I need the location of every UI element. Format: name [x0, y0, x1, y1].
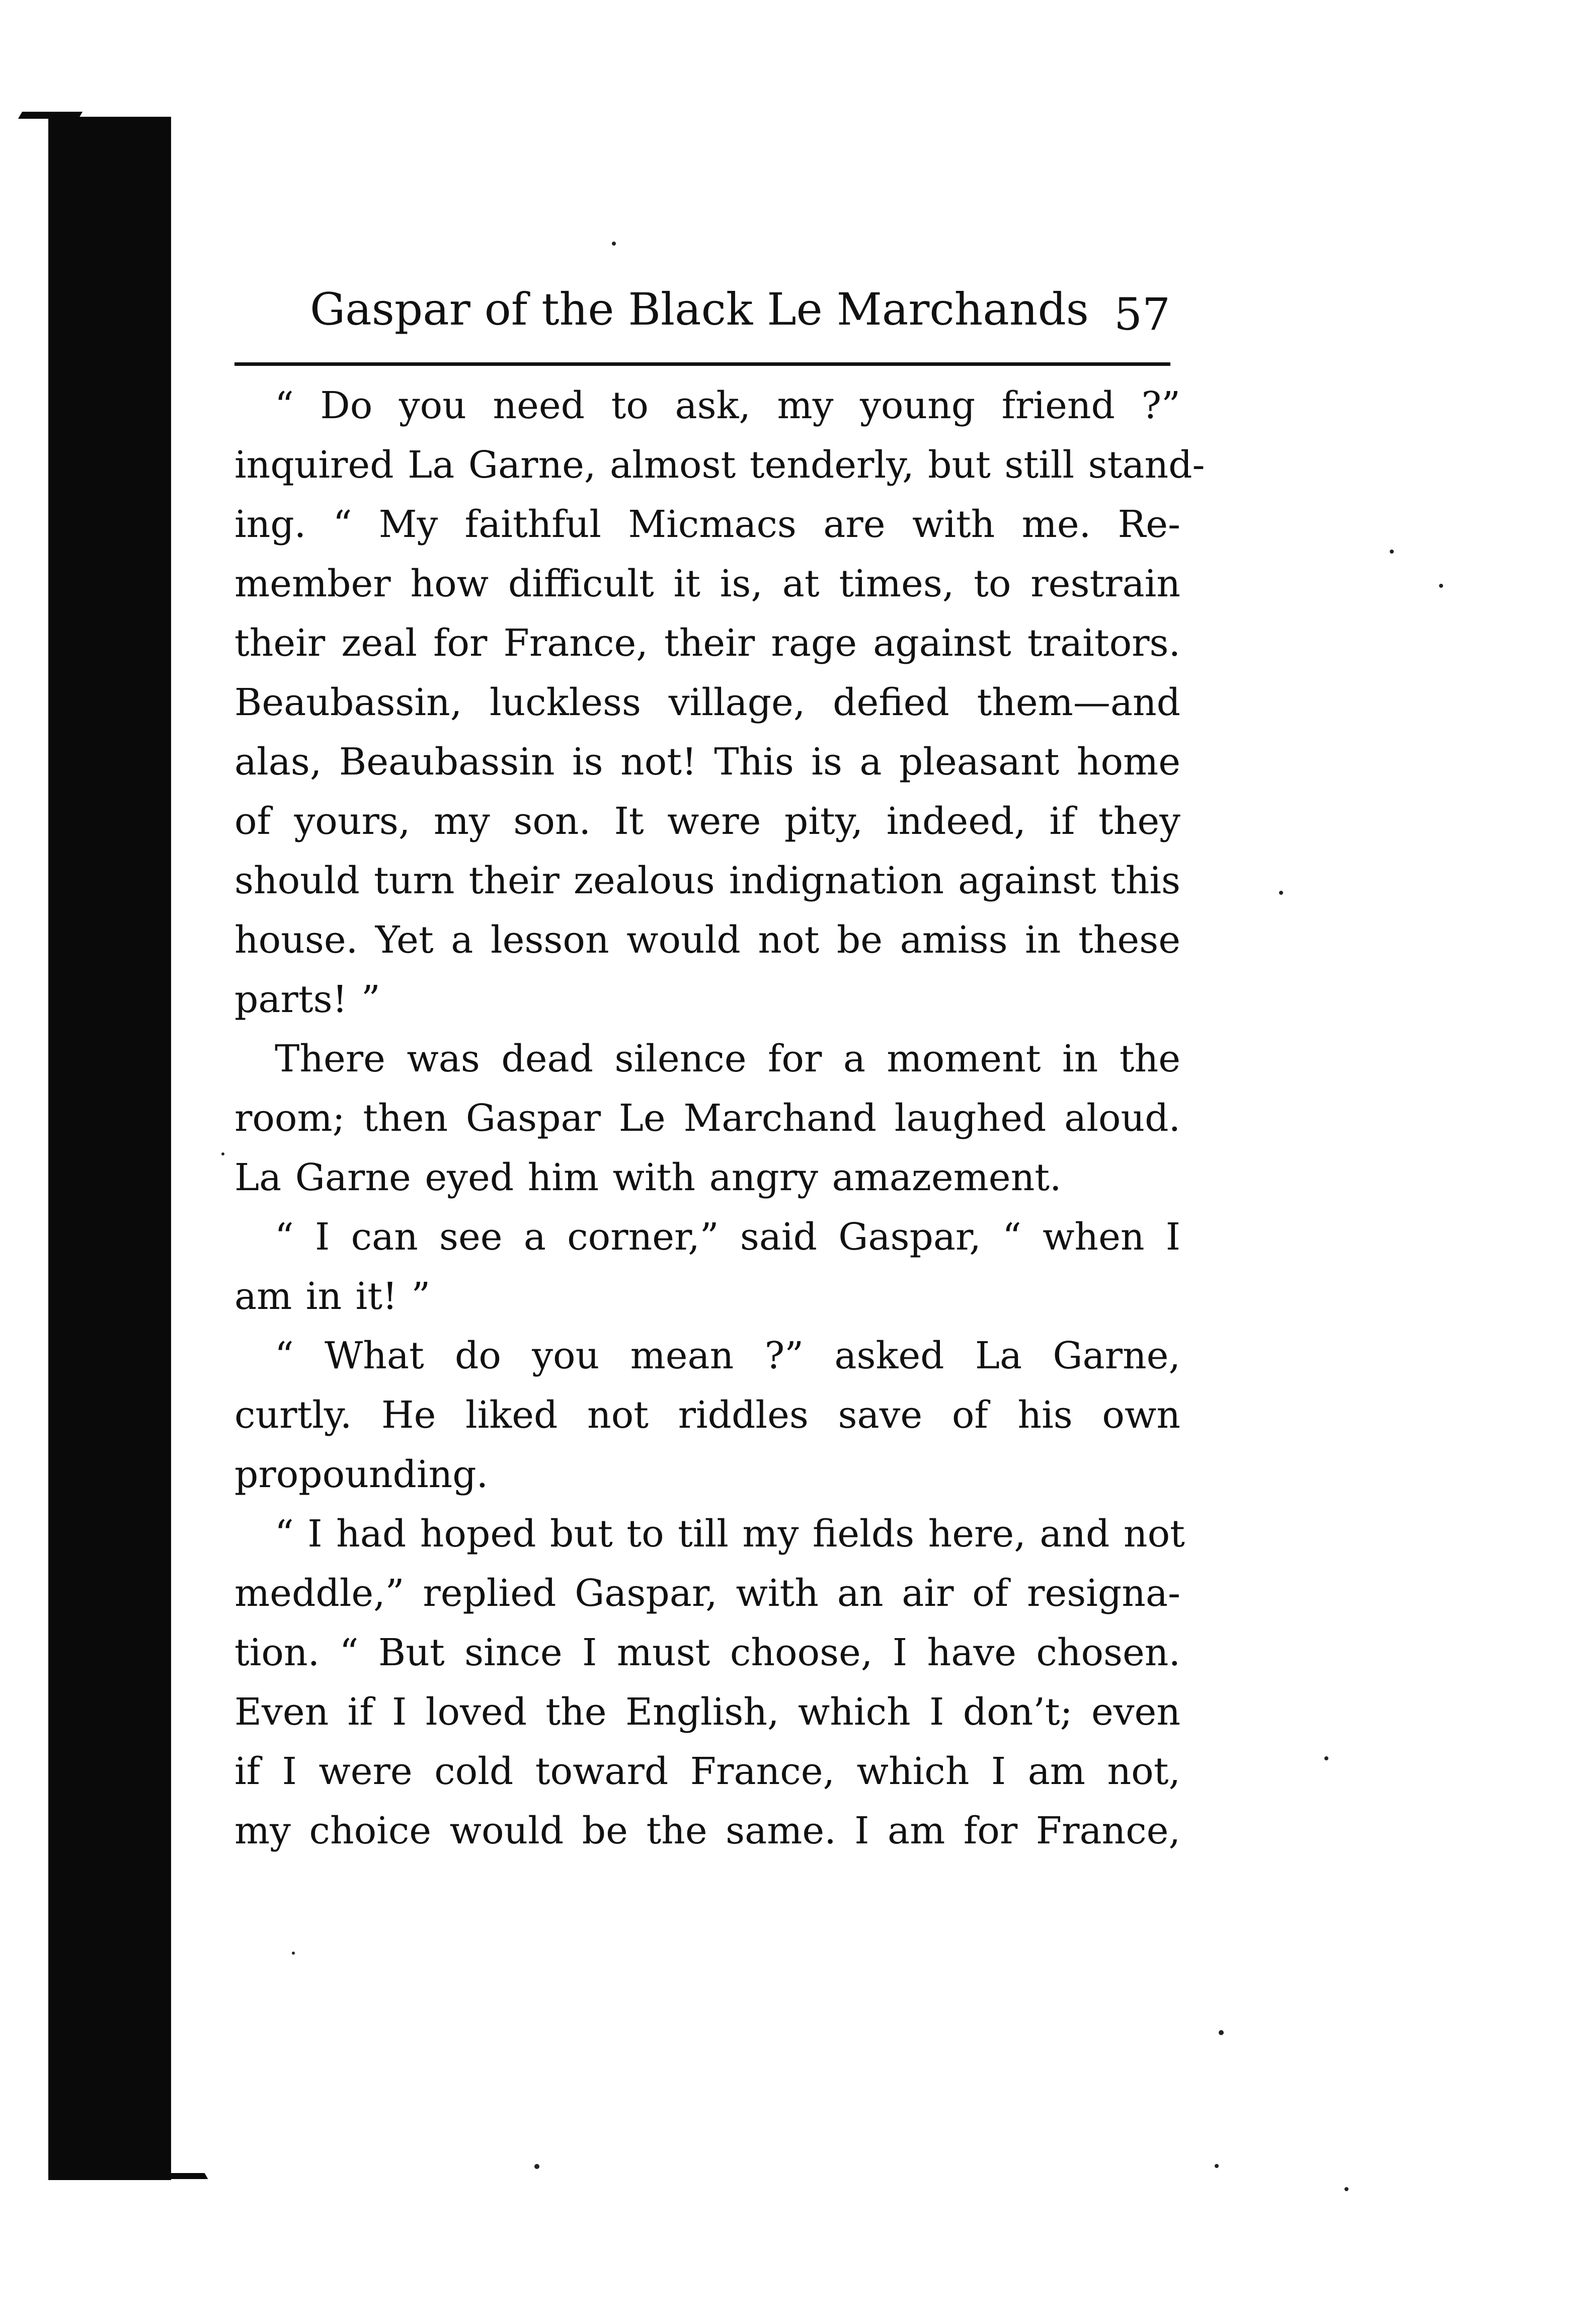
running-head-title: Gaspar of the Black Le Marchands [310, 283, 1089, 335]
text-line: tion. “ But since I must choose, I have chosen. [234, 1631, 1180, 1674]
text-line: meddle,” replied Gaspar, with an air of resigna- [234, 1572, 1180, 1615]
scan-speck [1390, 550, 1394, 554]
text-line: of yours, my son. It were pity, indeed, if they [234, 800, 1180, 843]
body-text [234, 376, 1205, 1861]
text-line: Even if I loved the English, which I don’t; even [234, 1690, 1180, 1734]
header-rule [234, 362, 1170, 366]
text-line: if I were cold toward France, which I am not, [234, 1750, 1180, 1793]
text-line: room; then Gaspar Le Marchand laughed aloud. [234, 1097, 1180, 1140]
text-line: alas, Beaubassin is not! This is a pleasant home [234, 740, 1180, 784]
scan-speck [612, 242, 616, 246]
text-line: “ Do you need to ask, my young friend ?” [275, 384, 1180, 427]
text-line: my choice would be the same. I am for France, [234, 1809, 1180, 1852]
scan-speck [1324, 1756, 1328, 1760]
text-line: “ What do you mean ?” asked La Garne, [275, 1334, 1180, 1377]
scan-speck [292, 1952, 295, 1955]
text-line: La Garne eyed him with angry amazement. [234, 1156, 1062, 1199]
text-line: “ I can see a corner,” said Gaspar, “ when I [275, 1215, 1180, 1259]
text-line: member how difficult it is, at times, to restrain [234, 562, 1180, 605]
binding-shadow [48, 117, 171, 2180]
text-line: “ I had hoped but to till my fields here, and not [275, 1512, 1185, 1556]
scan-speck [1215, 2164, 1219, 2168]
text-line: There was dead silence for a moment in the [275, 1037, 1180, 1080]
scan-speck [534, 2164, 539, 2169]
text-line: curtly. He liked not riddles save of his own [234, 1393, 1180, 1437]
text-line: propounding. [234, 1453, 489, 1496]
scan-speck [1439, 584, 1443, 588]
scan-speck [1219, 2030, 1224, 2035]
binding-shadow-bottom [99, 2173, 208, 2179]
text-line: Beaubassin, luckless village, defied them—and [234, 681, 1180, 724]
text-line: should turn their zealous indignation against this [234, 859, 1180, 902]
text-line: inquired La Garne, almost tenderly, but still stand- [234, 443, 1205, 487]
scan-speck [1279, 891, 1283, 895]
running-head [234, 272, 1180, 347]
book-page [234, 272, 1205, 1861]
text-line: house. Yet a lesson would not be amiss in these [234, 918, 1180, 962]
scan-speck [221, 1152, 224, 1155]
text-line: their zeal for France, their rage against traitors. [234, 622, 1180, 665]
text-line: am in it! ” [234, 1275, 431, 1318]
scan-speck [1344, 2187, 1348, 2191]
text-line: parts! ” [234, 978, 380, 1021]
text-line: ing. “ My faithful Micmacs are with me. Re- [234, 503, 1180, 546]
page-number: 57 [1114, 288, 1170, 340]
